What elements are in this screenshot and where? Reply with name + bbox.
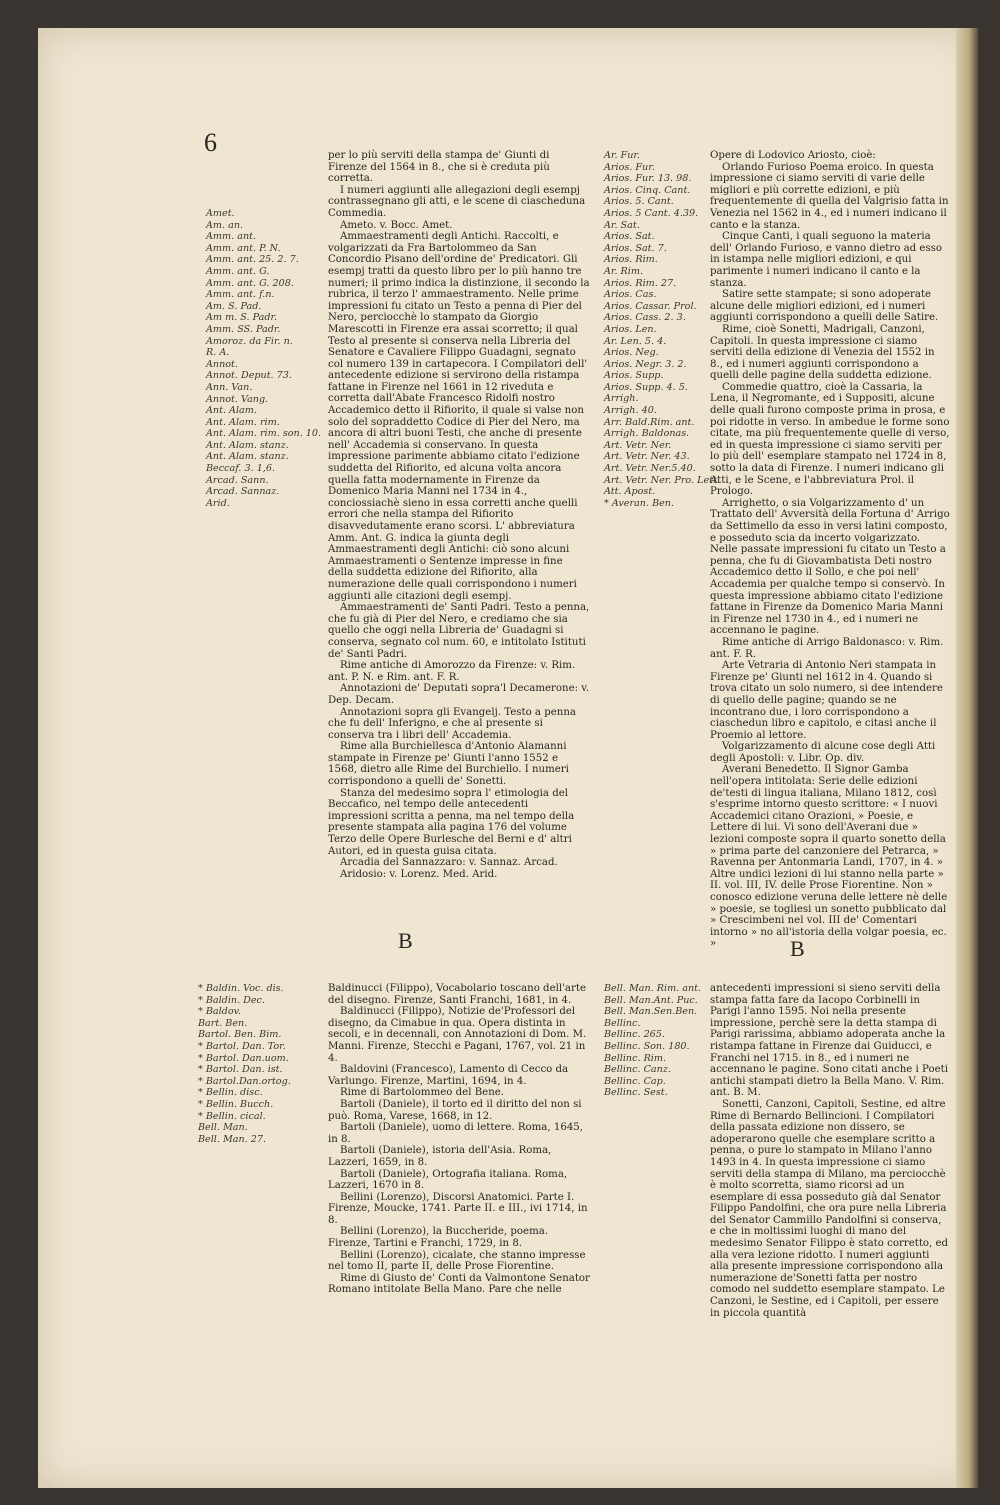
entry-paragraph: Arte Vetraria di Antonio Neri stampata in Firenze pe' Giunti nel 1612 in 4. Quando si trova citato un solo numero, si dee intendere di quello delle pagine; quando se ne incontrano due, i loro corrispondono a ciaschedun libro e capitolo, e citasi anche il Proemio al lettore. (710, 660, 943, 741)
entry-paragraph: Bartoli (Daniele), il torto ed il diritto del non si può. Roma, Varese, 1668, in 12. (328, 1098, 582, 1122)
abbreviation-entry: Ant. Alam. stanz. Beccaf. 3. 1,6. (206, 451, 289, 475)
abbreviation-entry: Arios. Supp. (604, 370, 664, 382)
text-column-lower-right (710, 983, 950, 1319)
abbreviation-entry: Ann. Van. (206, 381, 253, 393)
abbreviation-entry: Amm. ant. f.n. (206, 289, 275, 301)
abbreviation-entry: Bartol. Ben. Bim. (198, 1029, 282, 1041)
abbreviation-entry: Arr. Bald.Rim. ant. (604, 416, 695, 428)
page-edge (956, 28, 978, 1488)
abbreviation-entry: Bellinc. Rim. (604, 1052, 667, 1064)
entry-paragraph: Annotazioni de' Deputati sopra'l Decamerone: v. Dep. Decam. (328, 683, 590, 706)
abbreviation-entry: Bart. Ben. (198, 1017, 248, 1029)
abbreviation-entry: Amet. (206, 208, 235, 219)
entry-paragraph: Baldinucci (Filippo), Notizie de'Professori del disegno, da Cimabue in qua. Opera distinta in secoli, e in decennali, con Annotazioni di Dom. M. Manni. Firenze, Stecchi e Pagani, 1767, vol. 21 in 4. (328, 1006, 587, 1064)
entry-paragraph: Rime antiche di Arrigo Baldonasco: v. Rim. ant. F. R. (710, 636, 944, 660)
abbreviation-entry: Amm. ant. G. 208. (206, 277, 294, 289)
abbreviation-entry: Bell. Man. (198, 1122, 248, 1134)
abbreviation-column-upper-right (604, 150, 722, 509)
abbreviation-entry: Arios. Fur. (604, 161, 655, 173)
section-letter-right: B (790, 936, 805, 961)
entry-paragraph: per lo più serviti della stampa de' Giunti di Firenze del 1564 in 8., che si è creduta più corretta. (328, 150, 550, 185)
abbreviation-entry: Arios. Neg. (604, 347, 659, 359)
abbreviation-entry: Arios. Sat. (604, 231, 655, 243)
abbreviation-entry: R. A. (206, 347, 230, 359)
entry-paragraph: I numeri aggiunti alle allegazioni degli esempj contrassegnano gli atti, e le scene di ciascheduna Commedia. (328, 184, 586, 219)
abbreviation-entry: Arios. Len. (604, 323, 657, 335)
entry-paragraph: Ammaestramenti de' Santi Padri. Testo a penna, che fu già di Pier del Nero, e crediamo che sia quello che oggi nella Libreria de' Guadagni si conserva, segnato col num. 60, e intitolato Istituti de' Santi Padri. (328, 602, 590, 660)
abbreviation-entry: Arios. Cinq. Cant. (604, 184, 691, 196)
abbreviation-entry: Annot. (206, 358, 238, 370)
entry-paragraph: Averani Benedetto. Il Signor Gamba nell'opera intitolata: Serie delle edizioni de'testi di lingua italiana, Milano 1812, così s'esprime intorno questo scrittore: « I nuovi Accademici citano Orazioni, » Poesie, e Lettere di lui. Vi sono dell'Averani due » lezioni composte sopra il quarto sonetto della » prima parte del canzoniere del Petrarca, » Ravenna per Antonmaria Landi, 1707, in 4. » Altre undici lezioni di lui stanno nella parte » II. vol. III, IV. delle Prose Fiorentine. Non » conosco edizione veruna delle lettere nè delle » poesie, se togliesi un sonetto pubblicato dal » Crescimbeni nel vol. III de' Comentari intorno » no all'istoria della volgar poesia, ec. » (710, 764, 948, 950)
entry-paragraph: Aridosio: v. Lorenz. Med. Arid. (340, 868, 498, 880)
abbreviation-entry: Bellinc. Cap. (604, 1075, 666, 1087)
abbreviation-entry: Att. Apost. (604, 486, 656, 498)
abbreviation-entry: Arios. Rim. 27. (604, 277, 677, 289)
abbreviation-entry: Ar. Sat. (604, 219, 640, 231)
entry-paragraph: Baldovini (Francesco), Lamento di Cecco da Varlungo. Firenze, Martini, 1694, in 4. (328, 1064, 569, 1087)
abbreviation-entry: * Baldin. Dec. (198, 994, 265, 1006)
abbreviation-entry: Bellinc. (604, 1017, 641, 1029)
abbreviation-entry: * Baldov. (198, 1006, 241, 1018)
text-column-upper-left (328, 150, 590, 880)
abbreviation-entry: Ant. Alam. rim. (206, 416, 280, 428)
entry-paragraph: Cinque Canti, i quali seguono la materia dell' Orlando Furioso, e vanno dietro ad esso in istampa nelle migliori edizioni, e qui parimente i numeri indicano il canto e la stanza. (710, 231, 943, 289)
abbreviation-entry: Arios. Supp. 4. 5. (604, 381, 688, 393)
abbreviation-entry: Am m. S. Padr. (206, 312, 278, 324)
abbreviation-entry: Bellinc. Sest. (604, 1087, 668, 1099)
entry-paragraph: Baldinucci (Filippo), Vocabolario toscano dell'arte del disegno. Firenze, Santi Franchi, 1681, in 4. (328, 983, 586, 1006)
abbreviation-entry: Bellinc. Canz. (604, 1064, 671, 1076)
entry-paragraph: Rime di Bartolommeo del Bene. (340, 1087, 505, 1099)
abbreviation-entry: * Bartol.Dan.ortog. (198, 1075, 291, 1087)
abbreviation-entry: Annot. Vang. (206, 393, 269, 405)
abbreviation-entry: * Bartol. Dan.uom. (198, 1052, 289, 1064)
abbreviation-entry: * Averan. Ben. (604, 497, 675, 509)
page-number: 6 (204, 128, 217, 157)
abbreviation-entry: Bell. Man. Rim. ant. (604, 983, 702, 994)
abbreviation-entry: Arios. Cassar. Prol. (604, 300, 697, 312)
abbreviation-entry: Am. an. (206, 219, 244, 231)
book-page (38, 28, 978, 1488)
abbreviation-entry: Am. S. Pad. (206, 300, 262, 312)
abbreviation-entry: Amm. ant. G. (206, 265, 270, 277)
abbreviation-entry: Art. Vetr. Ner.5.40. (604, 463, 696, 475)
abbreviation-entry: Annot. Deput. 73. (206, 370, 292, 382)
abbreviation-entry: Amm. ant. 25. 2. 7. (206, 254, 299, 266)
entry-paragraph: Stanza del medesimo sopra l' etimologia del Beccafico, nel tempo delle antecedenti impressioni scritta a penna, ma nel tempo della presente stampata alla pagina 176 del volume Terzo delle Opere Burlesche del Berni e d' altri Autori, ed in questa guisa citata. (328, 787, 575, 857)
text-column-upper-right (710, 150, 950, 950)
abbreviation-entry: Arios. Rim. (604, 254, 658, 266)
entry-paragraph: Ameto. v. Bocc. Amet. (340, 219, 453, 231)
entry-paragraph: Bartoli (Daniele), uomo di lettere. Roma, 1645, in 8. (328, 1122, 584, 1145)
abbreviation-column-lower-left (198, 983, 324, 1145)
entry-paragraph: Rime di Giusto de' Conti da Valmontone Senator Romano intitolate Bella Mano. Pare che nelle (328, 1272, 590, 1296)
abbreviation-entry: Bell. Man. 27. (198, 1133, 267, 1145)
abbreviation-entry: Arios. 5 Cant. 4.39. (604, 207, 699, 219)
abbreviation-entry: Ant. Alam. rim. son. 10. (206, 428, 322, 440)
entry-paragraph: Arrighetto, o sia Volgarizzamento d' un Trattato dell' Avversità della Fortuna d' Arrigo da Settimello da esso in versi latini composto, e posseduto scia da incerto volgarizzato. Nelle passate impressioni fu citato un Testo a penna, che fu di Giovambatista Deti nostro Accademico detto il Sollo, e che poi nell' Accademia per qualche tempo si conservò. In questa impressione abbiamo citato l'edizione fattane in Firenze da Domenico Maria Manni in Firenze nel 1730 in 4., ed i numeri ne accennano le pagine. (710, 497, 950, 637)
abbreviation-entry: Ant. Alam. stanz. (206, 439, 289, 451)
abbreviation-entry: Arid. (206, 497, 230, 509)
entry-paragraph: Arcadia del Sannazzaro: v. Sannaz. Arcad. (340, 857, 558, 869)
entry-paragraph: Bellini (Lorenzo), Discorsi Anatomici. Parte I. Firenze, Moucke, 1741. Parte II. e III., ivi 1714, in 8. (328, 1191, 588, 1226)
abbreviation-entry: * Bartol. Dan. ist. (198, 1064, 283, 1076)
abbreviation-entry: Arios. Sat. 7. (604, 242, 667, 254)
entry-paragraph: Rime alla Burchiellesca d'Antonio Alamanni stampate in Firenze pe' Giunti l'anno 1552 e 1568, dietro alle Rime del Burchiello. I numeri corrispondono a quelli de' Sonetti. (328, 741, 569, 788)
entry-paragraph: antecedenti impressioni si sieno serviti della stampa fatta fare da Iacopo Corbinelli in Parigi l'anno 1595. Noi nella presente impressione, perchè sere la detta stampa di Parigi rarissima, abbiamo adoperata anche la ristampa fattane in Firenze dai Guiducci, e Franchi nel 1715. in 8., ed i numeri ne accennano le pagine. Sono citati anche i Poeti antichi stampati dietro la Bella Mano. V. Rim. ant. B. M. (710, 983, 948, 1099)
abbreviation-entry: Amoroz. da Fir. n. (206, 335, 293, 347)
entry-paragraph: Commedie quattro, cioè la Cassaria, la Lena, il Negromante, ed i Suppositi, alcune delle quali furono composte prima in prosa, e poi ridotte in verso. In ambedue le forme sono citate, ma più frequentemente quelle di verso, ed in questa impressione ci siamo serviti per lo più dell' esemplare stampato nel 1724 in 8, sotto la data di Firenze. I numeri indicano gli Atti, e le Scene, e l'abbreviatura Prol. il Prologo. (710, 381, 950, 498)
entry-paragraph: Volgarizzamento di alcune cose degli Atti degli Apostoli: v. Libr. Op. div. (710, 741, 936, 764)
abbreviation-entry: Arrigh. Baldonas. (604, 428, 690, 440)
abbreviation-entry: Art. Vetr. Ner. Pro. Lett. (604, 474, 720, 486)
entry-paragraph: Sonetti, Canzoni, Capitoli, Sestine, ed altre Rime di Bernardo Bellincioni. I Compilatori della passata edizione non dissero, se adoperarono quelle che esemplare scritto a penna, o pure lo stampato in Milano l'anno 1493 in 4. In questa impressione ci siamo serviti della stampa di Milano, ma perciocchè è molto scorretta, siamo ricorsi ad un esemplare di essa posseduto già dal Senator Filippo Pandolfini, che ora pure nella Libreria del Senator Cammillo Pandolfini si conserva, e che in moltissimi luoghi di mano del medesimo Senator Filippo è stato corretto, ed alla vera lezione ridotto. I numeri aggiunti alla presente impressione corrispondono alla numerazione de'Sonetti fatta per nostro comodo nel suddetto esemplare stampato. Le Canzoni, le Sestine, ed i Capitoli, per essere in piccola quantità (710, 1098, 949, 1319)
abbreviation-entry: * Bellin. cical. (198, 1110, 266, 1122)
entry-paragraph: Rime, cioè Sonetti, Madrigali, Canzoni, Capitoli. In questa impressione ci siamo serviti della edizione di Venezia del 1552 in 8., ed i numeri aggiunti corrispondono a quelli delle pagine della suddetta edizione. (710, 323, 935, 382)
abbreviation-entry: Arcad. Sann. (206, 474, 269, 486)
entry-paragraph: Annotazioni sopra gli Evangelj. Testo a penna che fu dell' Inferigno, e che al presente si conserva tra i libri dell' Accademia. (328, 706, 576, 741)
entry-paragraph: Bellini (Lorenzo), cicalate, che stanno impresse nel tomo II, parte II, delle Prose Fiorentine. (328, 1249, 586, 1273)
entry-paragraph: Rime antiche di Amorozzo da Firenze: v. Rim. ant. P. N. e Rim. ant. F. R. (328, 660, 576, 683)
entry-paragraph: Bartoli (Daniele), Ortografia italiana. Roma, Lazzeri, 1670 in 8. (328, 1168, 568, 1192)
abbreviation-entry: Arrigh. 40. (604, 405, 657, 417)
abbreviation-entry: Arios. 5. Cant. (604, 196, 674, 208)
abbreviation-entry: * Bellin. disc. (198, 1087, 263, 1099)
entry-paragraph: Opere di Lodovico Ariosto, cioè: (710, 150, 876, 161)
abbreviation-entry: Arios. Negr. 3. 2. (604, 358, 687, 370)
abbreviation-entry: Arrigh. (604, 393, 639, 405)
text-column-lower-left (328, 983, 590, 1296)
abbreviation-entry: Ar. Rim. (604, 265, 643, 277)
abbreviation-entry: Bell. Man.Sen.Ben. (604, 1006, 698, 1018)
section-letter-left: B (398, 928, 413, 953)
abbreviation-entry: * Bellin. Bucch. (198, 1098, 274, 1110)
abbreviation-entry: Ar. Fur. (604, 150, 640, 161)
abbreviation-entry: Arcad. Sannaz. (206, 486, 280, 498)
entry-paragraph: Satire sette stampate; si sono adoperate alcune delle migliori edizioni, ed i numeri aggiunti corrispondono a quelli delle Satire. (710, 289, 939, 324)
abbreviation-entry: Arios. Cass. 2. 3. (604, 312, 686, 324)
abbreviation-entry: Bellinc. Son. 180. (604, 1040, 690, 1052)
entry-paragraph: Ammaestramenti degli Antichi. Raccolti, e volgarizzati da Fra Bartolommeo da San Concordio Pisano dell'ordine de' Predicatori. Gli esempj tratti da questo libro per lo più hanno tre numeri; il primo indica la distinzione, il secondo la rubrica, il terzo l' ammaestramento. Nelle prime impressioni fu citato un Testo a penna di Pier del Nero, perciocchè lo stampato da Giorgio Marescotti in Firenze era assai scorretto; il qual Testo al presente si conserva nella Libreria del Senatore e Cavaliere Filippo Guadagni, segnato col numero 139 in cartapecora. I Compilatori dell' antecedente edizione si servirono della ristampa fattane in Firenze nel 1661 in 12 riveduta e corretta dall'Abate Francesco Ridolfi nostro Accademico detto il Rifiorito, il quale si valse non solo del sopraddetto Codice di Pier del Nero, ma ancora di altri buoni Testi, che anche di presente nell' Accademia si conservano. In questa impressione parimente abbiamo citato l'edizione suddetta del Rifiorito, ed alcuna volta ancora quella fatta modernamente in Firenze da Domenico Maria Manni nel 1734 in 4., conciossiachè sieno in essa corretti anche quelli errori che nella stampa del Rifiorito disavvedutamente erano scorsi. L' abbreviatura Amm. Ant. G. indica la giunta degli Ammaestramenti degli Antichi: ciò sono alcuni Ammaestramenti o Sentenze impresse in fine della suddetta edizione del Rifiorito, alla numerazione delle quali corrispondono i numeri aggiunti alle citazioni degli esempj. (328, 231, 590, 602)
abbreviation-entry: Ant. Alam. (206, 405, 257, 417)
abbreviation-entry: * Baldin. Voc. dis. (198, 983, 284, 994)
abbreviation-entry: Ar. Len. 5. 4. (604, 335, 667, 347)
abbreviation-entry: Amm. ant. (206, 231, 257, 243)
abbreviation-column-upper-left (206, 208, 324, 509)
abbreviation-entry: * Bartol. Dan. Tor. (198, 1040, 286, 1052)
abbreviation-entry: Art. Vetr. Ner. 43. (604, 451, 690, 463)
abbreviation-entry: Amm. SS. Padr. (206, 323, 281, 335)
abbreviation-entry: Bell. Man.Ant. Puc. (604, 994, 698, 1006)
entry-paragraph: Bartoli (Daniele), istoria dell'Asia. Roma, Lazzeri, 1659, in 8. (328, 1145, 552, 1168)
abbreviation-entry: Arios. Fur. 13. 98. (604, 173, 692, 185)
abbreviation-entry: Art. Vetr. Ner. (604, 439, 672, 451)
entry-paragraph: Orlando Furioso Poema eroico. In questa impressione ci siamo serviti di varie delle migliori e più corrette edizioni, e più frequentemente di quella del Valgrisio fatta in Venezia nel 1562 in 4., ed i numeri indicano il canto e la stanza. (710, 161, 949, 231)
abbreviation-entry: Amm. ant. P. N. (206, 242, 281, 254)
abbreviation-column-lower-right (604, 983, 710, 1099)
abbreviation-entry: Arios. Cas. (604, 289, 657, 301)
abbreviation-entry: Bellinc. 265. (604, 1029, 665, 1041)
entry-paragraph: Bellini (Lorenzo), la Buccheride, poema. Firenze, Tartini e Franchi, 1729, in 8. (328, 1226, 549, 1250)
